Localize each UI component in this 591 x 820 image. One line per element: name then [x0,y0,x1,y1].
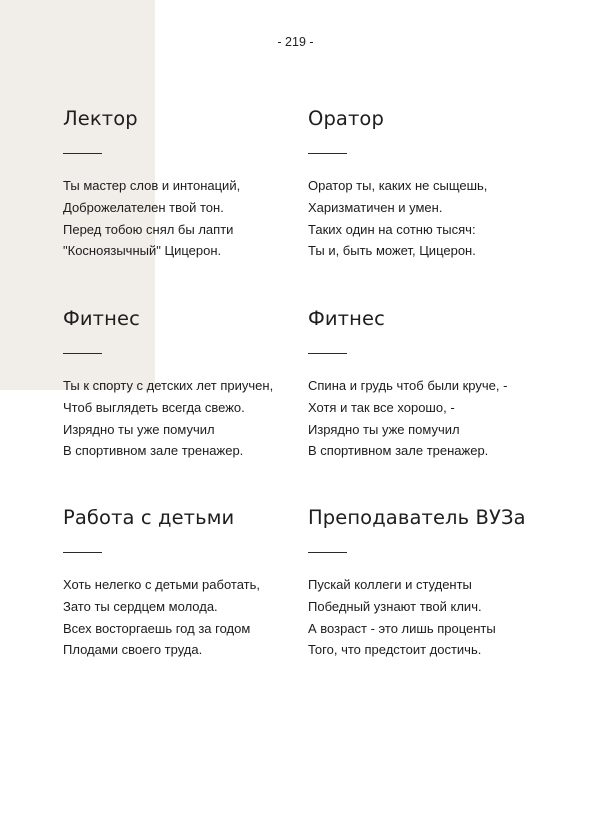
poem-line: Ты к спорту с детских лет приучен, [63,378,274,393]
poem-body [63,375,313,462]
poem-title: Оратор [308,107,384,130]
poem-line: Изрядно ты уже помучил [63,421,215,437]
poem-title: Фитнес [308,307,385,330]
poem-body [63,175,313,262]
poem-line: Того, что предстоит достичь. [308,642,482,658]
poem-line: Харизматичен и умен. [308,199,443,215]
poem-body [63,574,313,661]
poem-title: Фитнес [63,307,140,330]
poem-line: Изрядно ты уже помучил [308,421,460,437]
poem-fitness-1 [63,306,313,462]
poem-line: Плодами своего труда. [63,642,203,658]
poem-line: Победный узнают твой клич. [308,598,482,614]
poem-line: Хоть нелегко с детьми работать, [63,577,260,592]
poem-line: Ты мастер слов и интонаций, [63,178,241,193]
title-divider [308,552,347,553]
poem-line: Таких один на сотню тысяч: [308,221,476,237]
poem-line: Зато ты сердцем молода. [63,598,218,614]
poem-line: Доброжелателен твой тон. [63,199,224,215]
title-divider [63,353,102,354]
poem-body [308,175,558,262]
poem-title: Лектор [63,107,138,130]
title-divider [308,153,347,154]
poem-line: Оратор ты, каких не сыщешь, [308,178,488,193]
poem-line: Пускай коллеги и студенты [308,577,472,592]
poem-line: Спина и грудь чтоб были круче, - [308,378,508,393]
title-divider [63,552,102,553]
poem-title: Работа с детьми [63,506,235,529]
poem-line: В спортивном зале тренажер. [308,443,489,459]
title-divider [308,353,347,354]
poem-body [308,574,558,661]
poem-line: Ты и, быть может, Цицерон. [308,243,476,259]
poem-line: Перед тобою снял бы лапти [63,221,234,237]
poem-lektor [63,106,313,262]
poem-line: Хотя и так все хорошо, - [308,399,455,415]
poem-orator [308,106,558,262]
poem-line: Чтоб выглядеть всегда свежо. [63,399,245,415]
poem-title: Преподаватель ВУЗа [308,506,526,529]
title-divider [63,153,102,154]
poem-line: А возраст - это лишь проценты [308,620,496,636]
poem-university-teacher [308,505,558,661]
poem-body [308,375,558,462]
poem-line: В спортивном зале тренажер. [63,443,244,459]
poem-work-with-children [63,505,313,661]
poem-line: "Косноязычный" Цицерон. [63,243,222,259]
page-number: - 219 - [277,35,314,49]
poem-line: Всех восторгаешь год за годом [63,620,251,636]
poem-fitness-2 [308,306,558,462]
